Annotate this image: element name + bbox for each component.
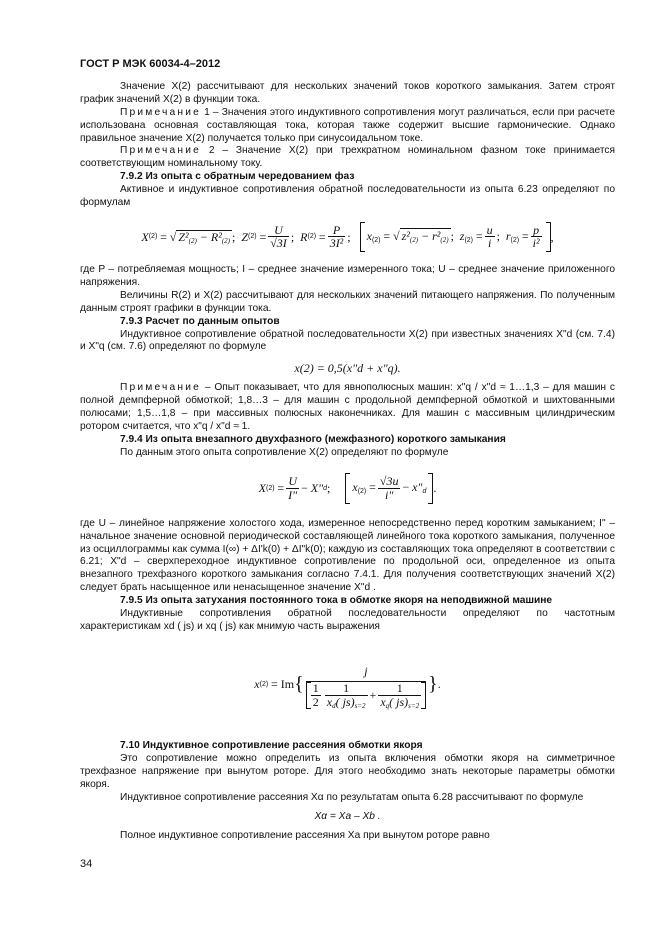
paragraph: Величины R(2) и X(2) рассчитывают для нескольких значений питающего напряжения. По полученным данным строят графики в функции тока.	[80, 289, 615, 314]
document-header: ГОСТ Р МЭК 60034-4–2012	[80, 58, 221, 70]
formula-x2-average: x(2) = 0,5(x"d + x"q).	[294, 360, 401, 375]
formula-negative-sequence: X (2) = √ $Z^2_{(2)} - R^2_{(2)}$ ; Z (2) = $\frac{U}{√3I}$ ; R (2) = $\frac{P}{\text{3I²}}$ ; $x_{(2)}$ = √ $z^2_{(2)} - r^2_{(2)}$ ; $z_{(2)}$ = $\frac{u}{i}$ ; $r_{(2)}$ = $\frac{p}{\text{i²}}$ ,	[141, 222, 554, 251]
note-label: Примечание	[120, 145, 201, 157]
formula-imaginary-part: x (2) = Im { j $\frac{1}{2}$ $\frac{1}{x_d( js)_{s=2}}$ + $\frac{1}{x_q( js)_{s=2}}$ } .	[80, 638, 615, 732]
note-1	[80, 107, 615, 146]
paragraph: Индуктивные сопротивления обратной последовательности определяют по частотным характеристикам xd ( js) и xq ( js) как мнимую часть выражения	[80, 608, 615, 632]
page-number: 34	[80, 858, 93, 870]
note-text: – Опыт показывает, что для явнополюсных машин: x"q / x"d ≈ 1…1,3 – для машин с полной демпферной обмоткой; 1,8…3 – для машин с продольной демпферной обмоткой и шихтованными полюсами; 1,5…1,8 – при массивных полюсных наконечниках. Для машин с массивным цилиндрическим ротором считается, что x"q / x"d ≈ 1.	[80, 382, 615, 433]
paragraph: Значение X(2) рассчитывают для нескольких значений токов короткого замыкания. Затем строят график значений X(2) в функции тока.	[80, 80, 615, 105]
section-heading-7-9-5: 7.9.5 Из опыта затухания постоянного тока в обмотке якоря на неподвижной машине	[120, 595, 553, 607]
paragraph: Активное и индуктивное сопротивления обратной последовательности из опыта 6.23 определяют по формулам	[80, 184, 615, 209]
formula-two-phase-short-circuit: X (2) = $\frac{U}{I''}$ − X″ d ; $x_{(2)}$ = $\frac{√3u}{i''}$ − $x''_d$ .	[258, 474, 437, 503]
document-page	[80, 58, 615, 843]
note-label: Примечание	[120, 106, 201, 118]
paragraph: Полное индуктивное сопротивление рассеяния Xa при вынутом роторе равно	[120, 830, 490, 842]
paragraph: где U – линейное напряжение холостого хода, измеренное непосредственно перед коротким замыканием; I" – начальное значение основной периодической составляющей линейного тока короткого замыкания, полученное из осциллограммы как сумма I(∞) + ΔI'k(0) + ΔI"k(0); каждую из составляющих тока определяют в соответствии с 6.21; X"d – сверхпереходное индуктивное сопротивление по продольной оси, определенное из опыта внезапного трехфазного короткого замыкания согласно 7.4.1. Для получения соответствующих значений X(2) следует брать насыщенное или ненасыщенное значение X"d .	[80, 517, 615, 594]
formula-leakage-reactance: Xα = Xa – Xb .	[314, 810, 381, 822]
paragraph: где P – потребляемая мощность; I – среднее значение измеренного тока; U – среднее значение приложенного напряжения.	[80, 263, 615, 288]
paragraph: Индуктивное сопротивление обратной последовательности X(2) при известных значениях X"d (см. 7.4) и X"q (см. 7.6) определяют по формуле	[80, 328, 615, 353]
section-heading-7-9-4: 7.9.4 Из опыта внезапного двухфазного (межфазного) короткого замыкания	[120, 433, 506, 445]
paragraph: По данным этого опыта сопротивление X(2) определяют по формуле	[120, 446, 449, 458]
note-text: 2 – Значение X(2) при трехкратном номинальном фазном токе принимается соответствующим номинальному току.	[80, 145, 615, 170]
paragraph: Индуктивное сопротивление рассеяния Xα по результатам опыта 6.28 рассчитывают по формуле	[120, 791, 584, 803]
section-heading-7-9-2: 7.9.2 Из опыта с обратным чередованием фаз	[120, 171, 355, 183]
section-heading-7-9-3: 7.9.3 Расчет по данным опытов	[120, 315, 280, 327]
note-3	[80, 382, 615, 434]
note-text: 1 – Значения этого индуктивного сопротивления могут различаться, если при расчете использована основная составляющая тока, которая также содержит высшие гармонические. Однако правильное значение X(2) получается только при синусоидальном токе.	[80, 106, 615, 144]
section-heading-7-10: 7.10 Индуктивное сопротивление рассеяния обмотки якоря	[120, 739, 423, 751]
note-2	[80, 145, 615, 171]
paragraph: Это сопротивление можно определить из опыта включения обмотки якоря на симметричное трехфазное напряжение при вынутом роторе. Для этого необходимо знать некоторые параметры обмотки якоря.	[80, 752, 615, 790]
note-label: Примечание	[120, 382, 201, 394]
